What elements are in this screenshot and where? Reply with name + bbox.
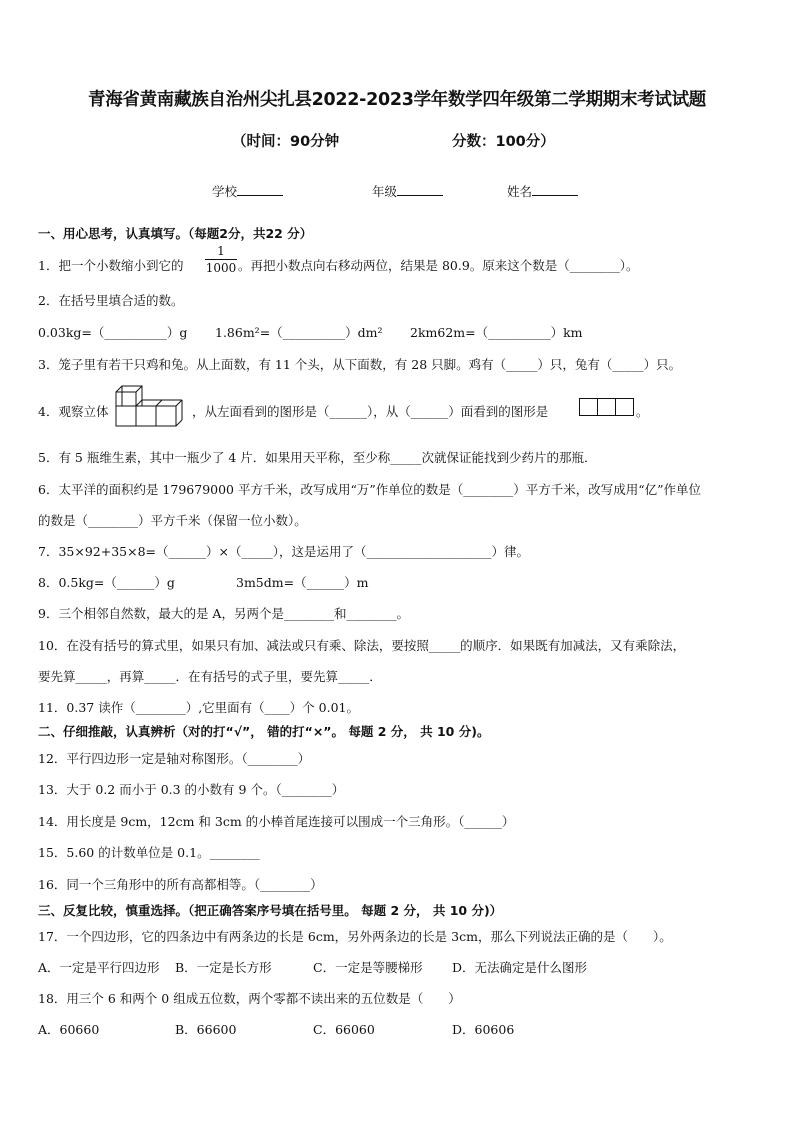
question-5: 5．有 5 瓶维生素，其中一瓶少了 4 片．如果用天平称，至少称_____次就保证能找到少药片的那瓶． bbox=[38, 450, 597, 465]
question-18-option-c[interactable]: C．66060 bbox=[313, 1022, 375, 1037]
question-2: 2．在括号里填合适的数。 bbox=[38, 293, 184, 308]
question-17: 17．一个四边形，它的四条边中有两条边的长是 6cm，另外两条边的长是 3cm，那么下列说法正确的是（ ）。 bbox=[38, 929, 672, 944]
question-8-a: 8．0.5kg=（______）g bbox=[38, 575, 175, 590]
grade-field bbox=[372, 182, 443, 200]
name-blank[interactable] bbox=[532, 184, 578, 196]
fraction-numerator: 1 bbox=[217, 244, 225, 258]
exam-title: 青海省黄南藏族自治州尖扎县2022-2023学年数学四年级第二学期期末考试试题 bbox=[88, 90, 706, 110]
question-10-line-1: 10．在没有括号的算式里，如果只有加、减法或只有乘、除法，要按照_____的顺序．如果既有加减法，又有乘除法， bbox=[38, 638, 686, 653]
section-1-heading: 一、用心思考，认真填写。（每题2分，共22 分） bbox=[38, 226, 313, 241]
school-label: 学校 bbox=[212, 184, 238, 199]
question-4-part-c: 。 bbox=[636, 404, 649, 419]
question-6-line-2: 的数是（________）平方千米（保留一位小数）。 bbox=[38, 513, 307, 528]
fraction-bar bbox=[205, 259, 237, 260]
view-square bbox=[597, 398, 616, 416]
question-15: 15．5.60 的计数单位是 0.1。________ bbox=[38, 845, 260, 860]
question-1-part-b: 。再把小数点向右移动两位，结果是 80.9。原来这个数是（________）。 bbox=[238, 258, 639, 273]
question-14: 14．用长度是 9cm，12cm 和 3cm 的小棒首尾连接可以围成一个三角形。（______） bbox=[38, 814, 515, 829]
exam-score: 分数：100分） bbox=[452, 134, 555, 150]
question-3: 3．笼子里有若干只鸡和兔。从上面数，有 11 个头，从下面数，有 28 只脚。鸡有（_____）只，兔有（_____）只。 bbox=[38, 357, 682, 372]
question-12: 12．平行四边形一定是轴对称图形。（________） bbox=[38, 751, 311, 766]
question-4-part-a: 4．观察立体 bbox=[38, 404, 109, 419]
view-square bbox=[615, 398, 634, 416]
section-2-heading: 二、仔细推敲，认真辨析（对的打“√”， 错的打“×”。 每题 2 分， 共 10 分)。 bbox=[38, 724, 490, 739]
solid-figure-icon bbox=[112, 384, 188, 428]
question-16: 16．同一个三角形中的所有高都相等。（________） bbox=[38, 877, 323, 892]
question-2-c: 2km62m=（__________）km bbox=[410, 325, 583, 340]
question-4-part-b: ，从左面看到的图形是（______），从（______）面看到的图形是 bbox=[192, 404, 549, 419]
question-13: 13．大于 0.2 而小于 0.3 的小数有 9 个。（________） bbox=[38, 782, 345, 797]
question-17-option-c[interactable]: C．一定是等腰梯形 bbox=[313, 960, 423, 975]
grade-blank[interactable] bbox=[397, 184, 443, 196]
name-label: 姓名 bbox=[507, 184, 533, 199]
school-blank[interactable] bbox=[237, 184, 283, 196]
question-18: 18．用三个 6 和两个 0 组成五位数，两个零都不读出来的五位数是（ ） bbox=[38, 991, 461, 1006]
question-17-option-a[interactable]: A．一定是平行四边形 bbox=[38, 960, 160, 975]
question-18-option-b[interactable]: B．66600 bbox=[175, 1022, 237, 1037]
three-square-view-icon bbox=[580, 398, 634, 416]
view-square bbox=[579, 398, 598, 416]
question-2-a: 0.03kg=（__________）g bbox=[38, 325, 188, 340]
question-17-option-d[interactable]: D．无法确定是什么图形 bbox=[452, 960, 588, 975]
question-7: 7．35×92+35×8=（______）×（_____），这是运用了（____________________）律。 bbox=[38, 544, 529, 559]
question-1-part-a: 1．把一个小数缩小到它的 bbox=[38, 258, 184, 273]
question-18-option-a[interactable]: A．60660 bbox=[38, 1022, 100, 1037]
section-3-heading: 三、反复比较，慎重选择。（把正确答案序号填在括号里。 每题 2 分， 共 10 分)） bbox=[38, 903, 503, 918]
name-field bbox=[507, 182, 578, 200]
question-2-b: 1.86m²=（__________）dm² bbox=[215, 325, 383, 340]
fraction-denominator: 1000 bbox=[205, 261, 237, 275]
question-18-option-d[interactable]: D．60606 bbox=[452, 1022, 515, 1037]
question-11: 11．0.37 读作（________）,它里面有（____）个 0.01。 bbox=[38, 700, 359, 715]
question-17-option-b[interactable]: B．一定是长方形 bbox=[175, 960, 272, 975]
question-8-b: 3m5dm=（______）m bbox=[236, 575, 369, 590]
question-10-line-2: 要先算_____，再算_____．在有括号的式子里，要先算_____． bbox=[38, 669, 382, 684]
fraction-one-thousandth bbox=[205, 244, 237, 275]
question-6-line-1: 6．太平洋的面积约是 179679000 平方千米，改写成用“万”作单位的数是（________）平方千米，改写成用“亿”作单位 bbox=[38, 482, 702, 497]
school-field bbox=[212, 182, 283, 200]
grade-label: 年级 bbox=[372, 184, 398, 199]
exam-time: （时间：90分钟 bbox=[232, 134, 340, 150]
question-9: 9．三个相邻自然数，最大的是 A，另两个是________和________。 bbox=[38, 606, 409, 621]
